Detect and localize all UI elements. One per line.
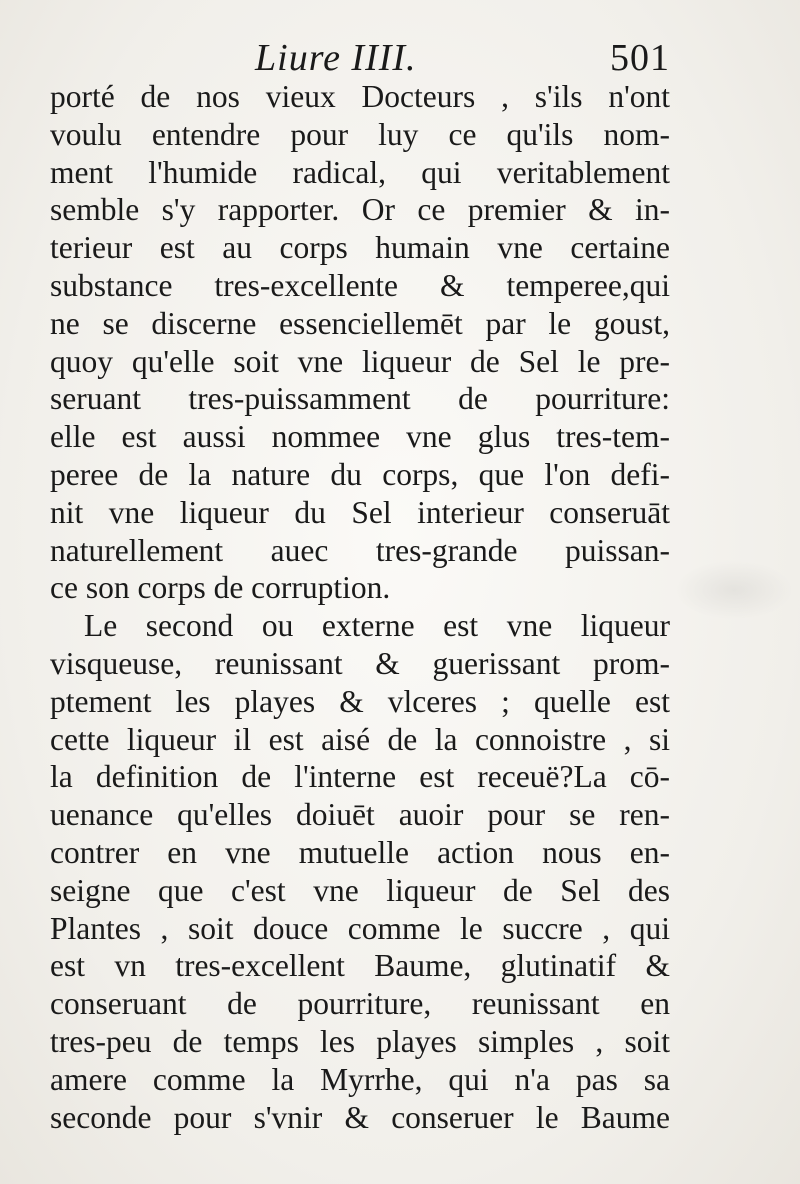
- text-line: seconde pour s'vnir & conseruer le Baume: [50, 1099, 670, 1135]
- text-line: substance tres-excellente & temperee,qui: [50, 267, 670, 303]
- text-line: quoy qu'elle soit vne liqueur de Sel le pre-: [50, 343, 670, 379]
- text-line: uenance qu'elles doiuēt auoir pour se ren-: [50, 797, 670, 833]
- text-line: ment l'humide radical, qui veritablement: [50, 154, 670, 190]
- paragraph-1: [50, 78, 670, 607]
- page-number: 501: [610, 37, 670, 79]
- text-block: [50, 78, 670, 1136]
- text-line: conseruant de pourriture, reunissant en: [50, 986, 670, 1022]
- paragraph-2: [50, 607, 670, 1136]
- text-line: nit vne liqueur du Sel interieur conseruāt: [50, 494, 670, 530]
- text-line: Plantes , soit douce comme le succre , qui: [50, 910, 670, 946]
- text-line: contrer en vne mutuelle action nous en-: [50, 834, 670, 870]
- text-line: semble s'y rapporter. Or ce premier & in-: [50, 192, 670, 228]
- text-line: terieur est au corps humain vne certaine: [50, 230, 670, 266]
- text-line: ne se discerne essenciellemēt par le goust,: [50, 305, 670, 341]
- paper-stain: [674, 560, 794, 620]
- text-line: seigne que c'est vne liqueur de Sel des: [50, 872, 670, 908]
- text-line: ce son corps de corruption.: [50, 570, 391, 606]
- text-line: peree de la nature du corps, que l'on defi-: [50, 456, 670, 492]
- text-line: visqueuse, reunissant & guerissant prom-: [50, 645, 670, 681]
- running-title: Liure IIII.: [255, 37, 417, 79]
- text-line: amere comme la Myrrhe, qui n'a pas sa: [50, 1061, 670, 1097]
- text-line: seruant tres-puissamment de pourriture:: [50, 381, 670, 417]
- text-line: porté de nos vieux Docteurs , s'ils n'ont: [50, 79, 670, 114]
- text-line: elle est aussi nommee vne glus tres-tem-: [50, 419, 670, 455]
- text-line: tres-peu de temps les playes simples , soit: [50, 1023, 670, 1059]
- text-line: ptement les playes & vlceres ; quelle est: [50, 683, 670, 719]
- text-line: cette liqueur il est aisé de la connoistre , si: [50, 721, 670, 757]
- text-line: est vn tres-excellent Baume, glutinatif &: [50, 948, 670, 984]
- text-line: la definition de l'interne est receuë?La cō-: [50, 759, 670, 795]
- text-line: naturellement auec tres-grande puissan-: [50, 532, 670, 568]
- text-line: voulu entendre pour luy ce qu'ils nom-: [50, 116, 670, 152]
- text-line: Le second ou externe est vne liqueur: [84, 608, 670, 644]
